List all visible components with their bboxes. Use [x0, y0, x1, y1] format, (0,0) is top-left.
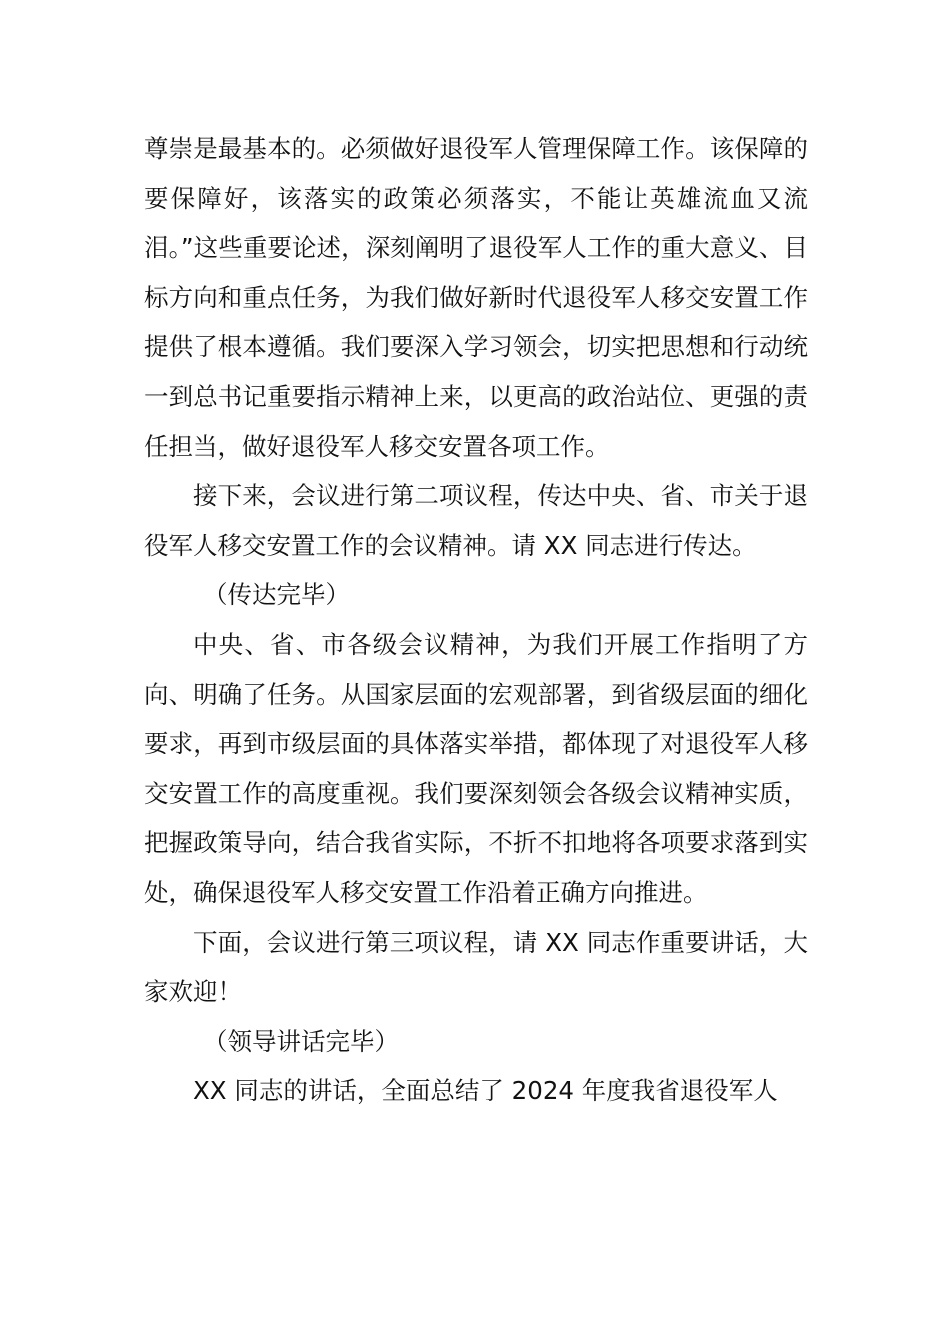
paragraph-speech-summary: XX 同志的讲话，全面总结了 2024 年度我省退役军人 — [193, 1076, 778, 1106]
note-relay-finished: （传达完毕） — [203, 580, 350, 610]
paragraph-second-agenda: 接下来，会议进行第二项议程，传达中央、省、市关于退役军人移交安置工作的会议精神。请 XX 同志进行传达。 — [144, 481, 808, 560]
paragraph-third-agenda: 下面，会议进行第三项议程，请 XX 同志作重要讲话，大家欢迎！ — [144, 927, 808, 1007]
note-speech-finished: （领导讲话完毕） — [203, 1026, 399, 1056]
paragraph-continued-quote: 尊崇是最基本的。必须做好退役军人管理保障工作。该保障的要保障好，该落实的政策必须落实，不能让英雄流血又流泪。”这些重要论述，深刻阐明了退役军人工作的重大意义、目标方向和重点任务，为我们做好新时代退役军人移交安置工作提供了根本遵循。我们要深入学习领会，切实把思想和行动统一到总书记重要指示精神上来，以更高的政治站位、更强的责任担当，做好退役军人移交安置各项工作。 — [144, 134, 808, 461]
document-body — [144, 124, 808, 1116]
paragraph-meeting-spirit: 中央、省、市各级会议精神，为我们开展工作指明了方向、明确了任务。从国家层面的宏观部署，到省级层面的细化要求，再到市级层面的具体落实举措，都体现了对退役军人移交安置工作的高度重视。我们要深刻领会各级会议精神实质，把握政策导向，结合我省实际，不折不扣地将各项要求落到实处，确保退役军人移交安置工作沿着正确方向推进。 — [144, 629, 808, 907]
